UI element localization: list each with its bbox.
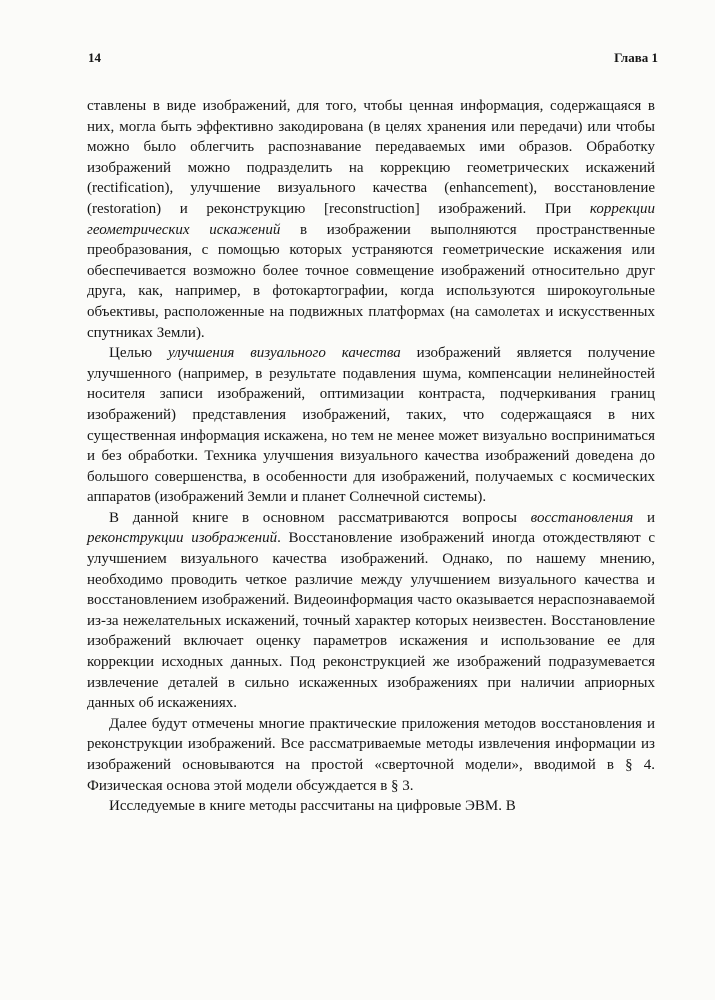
text-run: Далее будут отмечены многие практические приложения методов восстановления и реконструкции изображений. Все рассматриваемые методы извлечения информации из изображений основываются на простой «сверточной модели», вводимой в § 4. Физическая основа этой модели обсуждается в § 3.	[87, 715, 655, 794]
paragraph	[87, 796, 655, 817]
text-run: и	[633, 509, 655, 526]
text-run: В данной книге в основном рассматриваются вопросы	[109, 509, 531, 526]
text-run: в изображении выполняются пространственные преобразования, с помощью которых устраняются геометрические искажения или обеспечивается возможно более точное совмещение изображений относительно друг друга, как, например, в фотокартографии, когда используются широкоугольные объективы, расположенные на подвижных платформах (на самолетах и искусственных спутниках Земли).	[87, 221, 655, 341]
text-run: Исследуемые в книге методы рассчитаны на цифровые ЭВМ. В	[109, 798, 516, 815]
paragraph	[87, 96, 655, 343]
page-number: 14	[88, 50, 101, 65]
italic-term: коррекции геометрических искажений	[87, 200, 655, 238]
text-run: Целью	[109, 345, 168, 362]
paragraph	[87, 714, 655, 796]
paragraph	[87, 343, 655, 508]
italic-term: восстановления	[530, 509, 634, 526]
paragraph	[87, 508, 655, 714]
body-text	[87, 96, 655, 817]
italic-term: улучшения визуального качества	[167, 345, 401, 362]
running-header	[88, 50, 658, 66]
text-run: изображений является получение улучшенного (например, в результате подавления шума, компенсации нелинейностей носителя записи изображений, оптимизации контраста, подчеркивания границ изображений) представления изображений, таких, что содержащаяся в них существенная информация искажена, но тем не менее может визуально восприниматься и без обработки. Техника улучшения визуального качества изображений доведена до большого совершенства, в особенности для изображений, получаемых с космических аппаратов (изображений Земли и планет Солнечной системы).	[87, 345, 655, 506]
italic-term: реконструкции изображений	[87, 530, 278, 547]
text-run: . Восстановление изображений иногда отождествляют с улучшением визуального качества изображений. Однако, по нашему мнению, необходимо проводить четкое различие между улучшением визуального качества и восстановлением изображений. Видеоинформация часто оказывается нераспознаваемой из-за нежелательных искажений, точный характер которых неизвестен. Восстановление изображений включает оценку параметров искажения и использование ее для коррекции исходных данных. Под реконструкцией же изображений подразумевается извлечение деталей в сильно искаженных изображениях при наличии априорных данных об искажениях.	[87, 530, 656, 712]
text-run: ставлены в виде изображений, для того, чтобы ценная информация, содержащаяся в них, могла быть эффективно закодирована (в целях хранения или передачи) или чтобы можно было облегчить распознавание передаваемых ими образов. Обработку изображений можно подразделить на коррекцию геометрических искажений (rectification), улучшение визуального качества (enhancement), восстановление (restoration) и реконструкцию [reconstruction] изображений. При	[87, 98, 655, 217]
chapter-title: Глава 1	[614, 50, 658, 65]
